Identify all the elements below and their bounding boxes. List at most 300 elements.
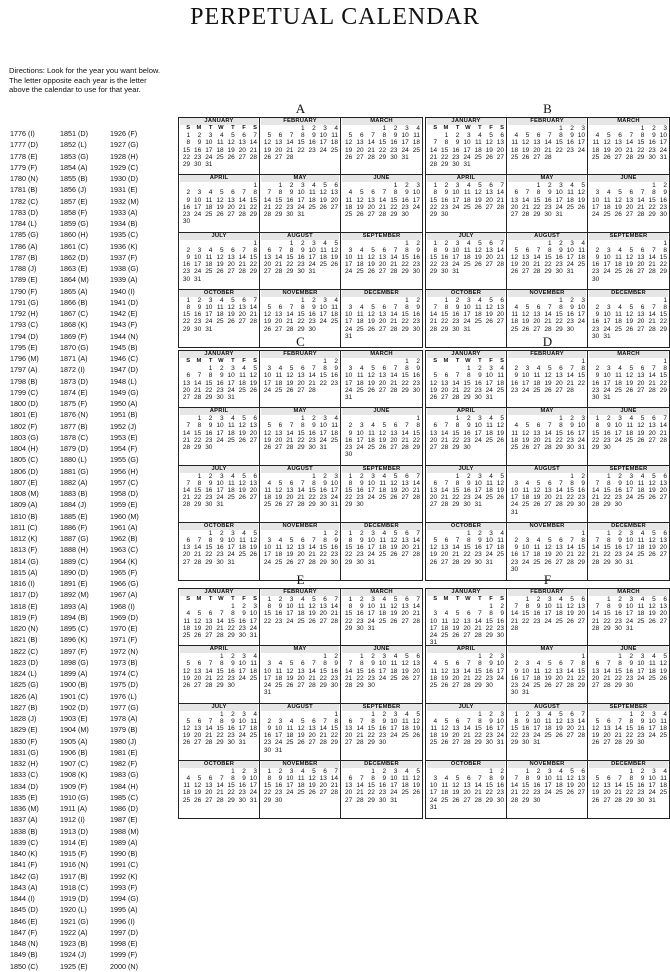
day-number: 22	[249, 203, 257, 211]
day-number: 17	[496, 667, 504, 675]
year-entry: 1876 (N)	[60, 410, 88, 420]
day-number: 24	[345, 268, 353, 276]
year-entry: 1930 (D)	[110, 174, 138, 183]
day-number: 18	[603, 203, 611, 211]
day-number: 24	[378, 674, 387, 682]
day-number: 2	[312, 125, 316, 132]
day-number: 31	[603, 332, 611, 340]
day-number: 12	[566, 774, 574, 782]
year-row	[10, 364, 170, 375]
day-number: 2	[334, 529, 338, 537]
day-number: 3	[500, 653, 504, 661]
day-number: 7	[242, 189, 246, 197]
year-entry: 1894 (B)	[60, 612, 88, 622]
day-number: 12	[625, 253, 634, 261]
day-number: 18	[648, 667, 656, 675]
day-number: 9	[197, 139, 202, 147]
day-number: 18	[555, 782, 563, 790]
day-number: 16	[592, 379, 600, 387]
weekday-header: S	[500, 125, 504, 131]
day-number: 3	[525, 365, 530, 373]
year-entry: 1906 (B)	[60, 747, 88, 757]
year-row	[10, 691, 170, 702]
day-number: 30	[510, 689, 519, 697]
day-number: 28	[286, 153, 294, 161]
day-number: 7	[253, 132, 257, 140]
month-days	[589, 358, 668, 401]
day-number: 19	[648, 544, 656, 552]
day-number: 17	[205, 311, 213, 319]
blank-day	[553, 358, 564, 365]
day-number: 5	[606, 132, 611, 140]
day-number: 24	[194, 211, 202, 219]
day-number: 2	[581, 472, 585, 480]
day-number: 31	[216, 501, 224, 509]
month-days	[508, 125, 586, 161]
day-number: 27	[182, 558, 191, 566]
day-number: 12	[249, 536, 257, 544]
day-number: 31	[496, 739, 504, 747]
day-number: 14	[592, 486, 600, 494]
year-entry: 1952 (J)	[110, 421, 137, 431]
year-entry: 1985 (C)	[110, 792, 138, 802]
day-number: 18	[345, 203, 353, 211]
day-number: 28	[510, 624, 519, 632]
blank-day	[272, 711, 283, 718]
blank-day	[438, 415, 449, 422]
year-entry: 1848 (N)	[10, 939, 38, 948]
month-name: AUGUST	[261, 233, 339, 240]
day-number: 23	[378, 789, 387, 797]
day-number: 24	[263, 682, 272, 690]
day-number: 19	[238, 486, 246, 494]
weekday-header: S	[253, 358, 257, 364]
calendar-letter: F	[543, 572, 552, 587]
day-number: 20	[485, 253, 493, 261]
blank-day	[272, 125, 283, 132]
day-number: 30	[555, 268, 563, 276]
day-number: 15	[603, 610, 611, 618]
day-number: 12	[566, 603, 574, 611]
day-number: 18	[356, 261, 364, 269]
year-entry: 1804 (H)	[10, 444, 38, 453]
year-row	[10, 814, 170, 825]
year-entry: 1837 (A)	[10, 815, 38, 825]
day-number: 25	[463, 203, 471, 211]
day-number: 2	[359, 529, 364, 537]
day-number: 26	[263, 444, 272, 452]
day-number: 27	[510, 211, 519, 219]
day-number: 27	[603, 796, 611, 804]
day-number: 29	[441, 325, 449, 333]
month-block	[588, 704, 669, 761]
blank-day	[191, 653, 202, 660]
day-number: 26	[367, 268, 375, 276]
day-number: 29	[319, 682, 327, 690]
day-number: 5	[433, 536, 438, 544]
month-days	[589, 596, 668, 632]
year-row	[10, 353, 170, 364]
day-number: 21	[592, 494, 600, 502]
day-number: 9	[334, 365, 338, 373]
blank-day	[202, 182, 213, 189]
day-number: 26	[544, 682, 552, 690]
day-number: 24	[367, 617, 375, 625]
day-number: 6	[455, 660, 460, 668]
day-number: 27	[463, 632, 471, 640]
day-number: 5	[300, 717, 305, 725]
day-number: 13	[378, 311, 387, 319]
day-number: 7	[289, 303, 294, 311]
day-number: 2	[359, 472, 364, 480]
day-number: 29	[625, 739, 634, 747]
month-days	[589, 711, 668, 747]
day-number: 20	[429, 436, 438, 444]
day-number: 19	[412, 724, 420, 732]
day-number: 14	[566, 372, 574, 380]
day-number: 12	[625, 372, 634, 380]
day-number: 26	[648, 617, 656, 625]
day-number: 17	[345, 261, 353, 269]
day-number: 24	[275, 739, 283, 747]
day-number: 14	[625, 139, 634, 147]
day-number: 24	[319, 318, 327, 326]
day-number: 22	[463, 551, 471, 559]
month-days	[261, 240, 339, 276]
day-number: 6	[382, 303, 387, 311]
day-number: 10	[544, 774, 552, 782]
day-number: 12	[625, 311, 634, 319]
day-number: 10	[390, 774, 398, 782]
day-number: 21	[330, 610, 338, 618]
blank-day	[353, 415, 364, 422]
day-number: 3	[278, 717, 283, 725]
day-number: 5	[186, 660, 191, 668]
day-number: 4	[489, 472, 493, 480]
day-number: 10	[238, 660, 246, 668]
day-number: 28	[297, 501, 305, 509]
day-number: 9	[489, 660, 493, 668]
day-number: 12	[238, 422, 246, 430]
year-entry: 1995 (A)	[110, 905, 138, 915]
month-name: JANUARY	[427, 351, 505, 358]
day-number: 14	[390, 253, 398, 261]
blank-day	[508, 358, 519, 365]
day-number: 6	[312, 717, 316, 725]
day-number: 16	[566, 311, 574, 319]
year-row	[10, 724, 170, 735]
year-row	[10, 882, 170, 893]
day-number: 26	[216, 268, 224, 276]
day-number: 16	[412, 311, 420, 319]
day-number: 23	[238, 624, 246, 632]
day-number: 18	[592, 146, 600, 154]
day-number: 25	[474, 318, 482, 326]
day-number: 24	[566, 261, 574, 269]
day-number: 6	[433, 479, 438, 487]
day-number: 12	[319, 189, 327, 197]
day-number: 24	[648, 789, 656, 797]
day-number: 28	[592, 501, 600, 509]
day-number: 18	[496, 544, 504, 552]
day-number: 5	[334, 239, 338, 247]
month-name: NOVEMBER	[508, 761, 586, 768]
day-number: 24	[614, 436, 622, 444]
day-number: 4	[253, 653, 257, 661]
day-number: 4	[334, 125, 338, 132]
year-entry: 1856 (J)	[60, 185, 87, 195]
day-number: 26	[319, 203, 327, 211]
day-number: 27	[659, 494, 667, 502]
blank-day	[342, 182, 353, 189]
year-entry: 1786 (A)	[10, 241, 38, 251]
day-number: 4	[640, 529, 645, 537]
day-number: 7	[197, 372, 202, 380]
day-number: 13	[485, 246, 493, 254]
day-number: 8	[581, 365, 585, 373]
day-number: 29	[275, 211, 283, 219]
month-name: JUNE	[342, 175, 421, 182]
day-number: 11	[368, 429, 375, 437]
blank-day	[342, 297, 353, 304]
day-number: 30	[533, 796, 541, 804]
day-number: 16	[614, 610, 622, 618]
year-entry: 1807 (E)	[10, 477, 38, 487]
day-number: 27	[533, 325, 541, 333]
weekday-header: T	[208, 596, 213, 602]
day-number: 19	[485, 146, 493, 154]
weekday-header: S	[500, 596, 504, 602]
month-days	[180, 182, 258, 225]
month-block	[507, 233, 588, 290]
day-number: 13	[194, 724, 202, 732]
day-number: 20	[544, 494, 552, 502]
day-number: 19	[522, 318, 530, 326]
day-number: 27	[592, 682, 600, 690]
day-number: 8	[570, 479, 574, 487]
year-entry: 1987 (E)	[110, 815, 138, 825]
day-number: 1	[581, 653, 585, 661]
blank-day	[600, 768, 611, 775]
day-number: 30	[378, 739, 387, 747]
year-entry: 1797 (A)	[10, 365, 38, 375]
month-days	[589, 768, 668, 804]
day-number: 26	[367, 386, 375, 394]
day-number: 21	[648, 379, 656, 387]
day-number: 18	[378, 486, 387, 494]
day-number: 9	[278, 603, 283, 611]
day-number: 1	[444, 296, 449, 304]
day-number: 5	[547, 536, 552, 544]
day-number: 2	[208, 415, 213, 423]
day-number: 27	[401, 617, 409, 625]
day-number: 1	[197, 472, 202, 480]
day-number: 21	[390, 379, 398, 387]
year-row	[10, 679, 170, 690]
day-number: 14	[603, 667, 611, 675]
weekday-header: S	[433, 125, 438, 131]
day-number: 20	[238, 311, 246, 319]
day-number: 13	[577, 603, 585, 611]
day-number: 28	[566, 386, 574, 394]
day-number: 28	[401, 444, 409, 452]
day-number: 29	[659, 325, 667, 333]
day-number: 25	[533, 558, 541, 566]
month-days	[508, 653, 586, 696]
day-number: 17	[367, 486, 375, 494]
day-number: 14	[577, 717, 585, 725]
day-number: 6	[663, 529, 667, 537]
day-number: 28	[544, 325, 552, 333]
day-number: 2	[444, 239, 449, 247]
year-entry: 1911 (A)	[60, 804, 88, 813]
day-number: 27	[378, 268, 387, 276]
day-number: 5	[489, 132, 493, 140]
year-entry: 1849 (B)	[10, 950, 38, 960]
day-number: 26	[249, 386, 257, 394]
day-number: 3	[640, 653, 645, 661]
day-number: 12	[367, 372, 375, 380]
day-number: 19	[429, 551, 438, 559]
blank-day	[272, 530, 283, 537]
day-number: 26	[286, 386, 294, 394]
year-entry: 1943 (F)	[110, 320, 138, 330]
month-days	[180, 125, 258, 168]
day-number: 17	[216, 486, 224, 494]
weekday-header: F	[489, 596, 493, 602]
year-entry: 1897 (F)	[60, 646, 88, 656]
year-entry: 1800 (D)	[10, 399, 38, 408]
day-number: 11	[331, 422, 338, 430]
day-number: 22	[441, 318, 449, 326]
day-number: 2	[334, 358, 338, 365]
day-number: 11	[486, 479, 493, 487]
day-number: 15	[659, 372, 667, 380]
day-number: 3	[393, 710, 398, 718]
day-number: 29	[544, 268, 552, 276]
month-days	[342, 653, 421, 689]
day-number: 25	[485, 494, 493, 502]
year-row	[10, 229, 170, 240]
day-number: 20	[227, 203, 235, 211]
month-block	[426, 523, 507, 580]
year-entry: 1916 (N)	[60, 860, 88, 870]
day-number: 16	[330, 667, 338, 675]
day-number: 21	[474, 624, 482, 632]
year-entry: 1872 (I)	[60, 365, 85, 375]
day-number: 28	[496, 203, 504, 211]
day-number: 25	[319, 261, 327, 269]
day-number: 11	[379, 603, 387, 611]
day-number: 16	[659, 196, 667, 204]
month-name: APRIL	[427, 646, 505, 653]
day-number: 15	[216, 667, 224, 675]
day-number: 31	[227, 558, 235, 566]
day-number: 25	[510, 444, 519, 452]
day-number: 11	[308, 189, 316, 197]
day-number: 4	[595, 132, 600, 140]
month-days	[589, 182, 668, 218]
day-number: 7	[242, 246, 246, 254]
day-number: 31	[205, 325, 213, 333]
year-entry: 1846 (E)	[10, 916, 38, 926]
day-number: 24	[452, 261, 460, 269]
day-number: 29	[577, 682, 585, 690]
day-number: 19	[249, 379, 257, 387]
day-number: 23	[182, 268, 191, 276]
day-number: 8	[231, 774, 235, 782]
day-number: 7	[348, 660, 353, 668]
day-number: 5	[455, 610, 460, 618]
day-number: 17	[429, 624, 438, 632]
day-number: 14	[194, 544, 202, 552]
day-number: 10	[367, 479, 375, 487]
month-block	[260, 646, 341, 703]
day-number: 21	[308, 379, 316, 387]
day-number: 22	[648, 203, 656, 211]
month-name: MAY	[261, 175, 339, 182]
blank-day	[272, 653, 283, 660]
day-number: 2	[405, 182, 409, 190]
day-number: 6	[433, 422, 438, 430]
day-number: 26	[412, 732, 420, 740]
day-number: 14	[429, 311, 438, 319]
day-number: 9	[629, 660, 634, 668]
day-number: 28	[429, 161, 438, 169]
day-number: 12	[390, 536, 398, 544]
day-number: 10	[412, 189, 420, 197]
day-number: 13	[205, 617, 213, 625]
day-number: 20	[533, 436, 541, 444]
day-number: 10	[463, 303, 471, 311]
day-number: 31	[510, 508, 519, 516]
year-entry: 1891 (E)	[60, 579, 88, 588]
day-number: 29	[452, 501, 460, 509]
day-number: 27	[205, 796, 213, 804]
day-number: 3	[371, 472, 375, 480]
blank-day	[180, 653, 191, 660]
day-number: 30	[297, 268, 305, 276]
day-number: 2	[640, 710, 645, 718]
month-days	[342, 297, 421, 340]
day-number: 25	[238, 386, 246, 394]
day-number: 13	[249, 422, 257, 430]
weekday-header: W	[465, 596, 471, 602]
day-number: 11	[555, 774, 563, 782]
day-number: 7	[267, 189, 272, 197]
weekday-header: S	[186, 596, 191, 602]
day-number: 8	[559, 422, 563, 430]
year-entry: 1798 (B)	[10, 376, 38, 386]
day-number: 18	[566, 196, 574, 204]
day-number: 13	[429, 486, 438, 494]
day-number: 24	[238, 674, 246, 682]
day-number: 2	[231, 710, 235, 718]
day-number: 2	[334, 653, 338, 661]
day-number: 31	[308, 268, 316, 276]
day-number: 11	[205, 253, 213, 261]
day-number: 12	[592, 724, 600, 732]
day-number: 22	[227, 789, 235, 797]
day-number: 24	[577, 146, 585, 154]
day-number: 8	[231, 610, 235, 618]
day-number: 30	[205, 501, 213, 509]
day-number: 16	[205, 429, 213, 437]
day-number: 5	[525, 132, 530, 140]
day-number: 3	[581, 415, 585, 423]
blank-day	[387, 240, 398, 247]
blank-day	[553, 653, 564, 660]
